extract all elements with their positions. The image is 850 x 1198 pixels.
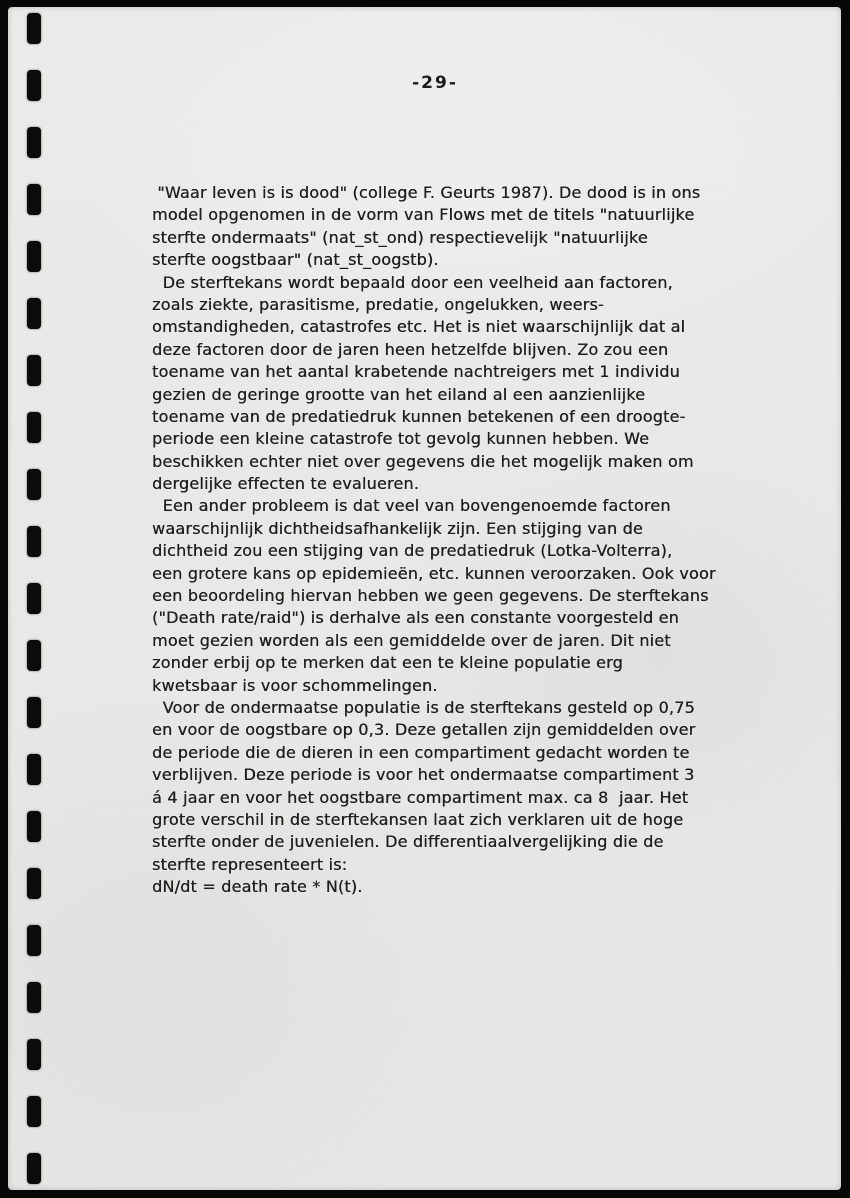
text-line: á 4 jaar en voor het oogstbare compartiment max. ca 8 jaar. Het bbox=[152, 787, 689, 807]
text-line: kwetsbaar is voor schommelingen. bbox=[152, 675, 438, 695]
document-page bbox=[8, 7, 841, 1190]
binding-hole bbox=[27, 811, 41, 842]
text-line: sterfte onder de juvenielen. De differentiaalvergelijking die de bbox=[152, 832, 664, 852]
text-line: model opgenomen in de vorm van Flows met de titels "natuurlijke bbox=[152, 205, 695, 225]
text-line: sterfte ondermaats" (nat_st_ond) respectievelijk "natuurlijke bbox=[152, 227, 648, 247]
binding-hole bbox=[27, 1096, 41, 1127]
binding-hole bbox=[27, 526, 41, 557]
text-line: sterfte representeert is: bbox=[152, 854, 348, 874]
binding-hole bbox=[27, 184, 41, 215]
binding-hole bbox=[27, 13, 41, 44]
paragraph bbox=[152, 272, 752, 496]
text-line: waarschijnlijk dichtheidsafhankelijk zijn. Een stijging van de bbox=[152, 518, 643, 538]
binding-hole bbox=[27, 925, 41, 956]
text-line: de periode die de dieren in een compartiment gedacht worden te bbox=[152, 742, 690, 762]
text-line: toename van het aantal krabetende nachtreigers met 1 individu bbox=[152, 362, 680, 382]
paragraph bbox=[152, 697, 752, 899]
text-line: beschikken echter niet over gegevens die het mogelijk maken om bbox=[152, 451, 694, 471]
text-line: periode een kleine catastrofe tot gevolg kunnen hebben. We bbox=[152, 429, 650, 449]
text-line: ("Death rate/raid") is derhalve als een constante voorgesteld en bbox=[152, 608, 679, 628]
binding-hole bbox=[27, 70, 41, 101]
binding-hole bbox=[27, 982, 41, 1013]
binding-hole bbox=[27, 241, 41, 272]
text-line: verblijven. Deze periode is voor het ondermaatse compartiment 3 bbox=[152, 765, 695, 785]
text-line: en voor de oogstbare op 0,3. Deze getallen zijn gemiddelden over bbox=[152, 720, 696, 740]
text-line: zoals ziekte, parasitisme, predatie, ongelukken, weers- bbox=[152, 294, 604, 314]
text-line: toename van de predatiedruk kunnen betekenen of een droogte- bbox=[152, 406, 686, 426]
text-line: deze factoren door de jaren heen hetzelfde blijven. Zo zou een bbox=[152, 339, 669, 359]
binding-hole bbox=[27, 298, 41, 329]
binding-hole bbox=[27, 1039, 41, 1070]
binding-hole bbox=[27, 640, 41, 671]
text-line: een beoordeling hiervan hebben we geen gegevens. De sterftekans bbox=[152, 586, 709, 606]
paragraph bbox=[152, 182, 752, 272]
text-line: moet gezien worden als een gemiddelde over de jaren. Dit niet bbox=[152, 630, 671, 650]
text-line: zonder erbij op te merken dat een te kleine populatie erg bbox=[152, 653, 623, 673]
page-number: -29- bbox=[412, 73, 458, 93]
text-line: "Waar leven is is dood" (college F. Geurts 1987). De dood is in ons bbox=[152, 183, 701, 202]
body-text bbox=[152, 182, 752, 899]
text-line: dN/dt = death rate * N(t). bbox=[152, 877, 363, 897]
binding-hole bbox=[27, 583, 41, 614]
binding-hole bbox=[27, 868, 41, 899]
text-line: sterfte oogstbaar" (nat_st_oogstb). bbox=[152, 250, 439, 270]
binding-hole bbox=[27, 754, 41, 785]
text-line: Voor de ondermaatse populatie is de sterftekans gesteld op 0,75 bbox=[152, 697, 695, 717]
binding-hole bbox=[27, 469, 41, 500]
text-line: dichtheid zou een stijging van de predatiedruk (Lotka-Volterra), bbox=[152, 541, 673, 561]
binding-hole bbox=[27, 697, 41, 728]
text-line: De sterftekans wordt bepaald door een veelheid aan factoren, bbox=[152, 272, 673, 292]
text-line: grote verschil in de sterftekansen laat zich verklaren uit de hoge bbox=[152, 809, 684, 829]
binding-hole bbox=[27, 412, 41, 443]
text-line: een grotere kans op epidemieën, etc. kunnen veroorzaken. Ook voor bbox=[152, 563, 716, 583]
text-line: dergelijke effecten te evalueren. bbox=[152, 474, 419, 494]
binding-hole bbox=[27, 1153, 41, 1184]
text-line: omstandigheden, catastrofes etc. Het is niet waarschijnlijk dat al bbox=[152, 317, 686, 337]
text-line: Een ander probleem is dat veel van bovengenoemde factoren bbox=[152, 496, 671, 516]
binding-hole bbox=[27, 355, 41, 386]
paragraph bbox=[152, 495, 752, 697]
text-line: gezien de geringe grootte van het eiland al een aanzienlijke bbox=[152, 384, 646, 404]
binding-hole bbox=[27, 127, 41, 158]
